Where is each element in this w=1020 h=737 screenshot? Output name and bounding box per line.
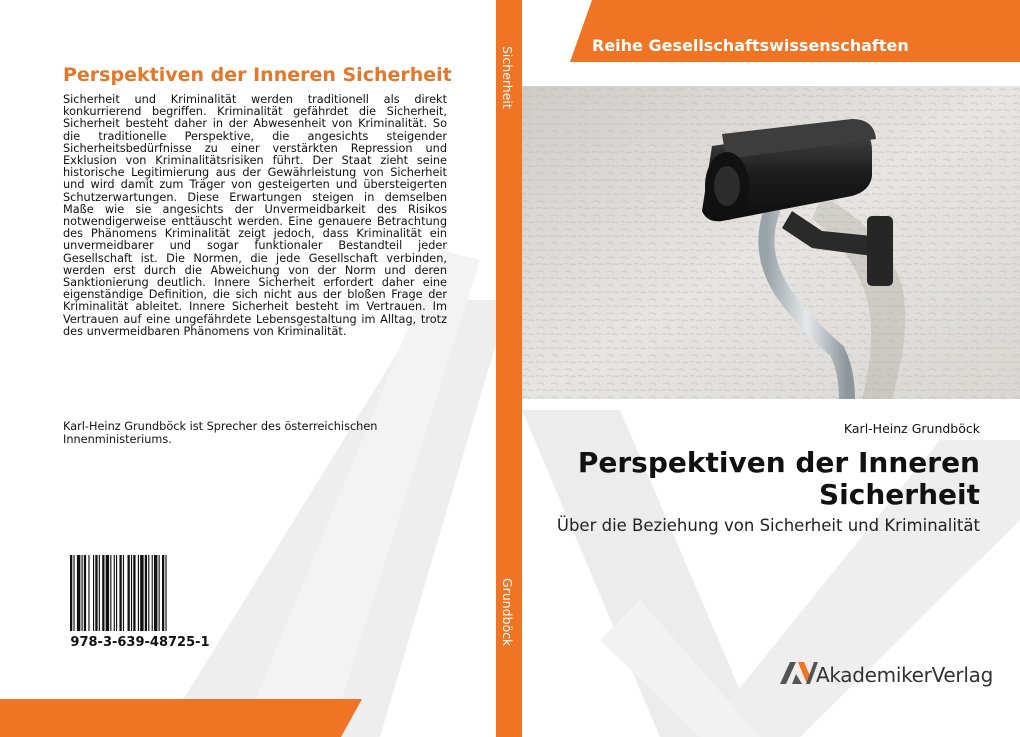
barcode-bar [154, 555, 157, 631]
barcode-bars [66, 553, 214, 633]
barcode-bar [133, 555, 135, 631]
front-cover-subtitle: Über die Beziehung von Sicherheit und Kriminalität [556, 516, 980, 535]
front-cover-author: Karl-Heinz Grundböck [843, 421, 980, 436]
back-cover-title: Perspektiven der Inneren Sicherheit [63, 64, 452, 86]
barcode-bar [93, 555, 94, 631]
barcode-bar [82, 555, 83, 631]
barcode-bar [99, 555, 100, 631]
barcode-bar [159, 555, 160, 631]
barcode-bar [102, 555, 104, 631]
barcode-bar [110, 555, 111, 631]
barcode-bar [131, 555, 132, 631]
author-bio: Karl-Heinz Grundböck ist Sprecher des österreichischen Innenministeriums. [63, 420, 378, 446]
back-bottom-band [0, 699, 362, 737]
barcode-bar [162, 555, 164, 631]
barcode-bar [140, 555, 143, 631]
barcode-bar [138, 555, 139, 631]
back-cover-blurb: Sicherheit und Kriminalität werden traditionell als direkt konkurrierend begriffen. Kriminalität gefährdet die Sicherheit, Sicherheit besteht daher in der Abwesenheit von Kriminalität. So die traditionelle Perspektive, die angesichts steigender Sicherheitsbedürfnisse zu einer verstärkten Repression und Exklusion von Kriminalitätsrisiken führt. Der Staat zieht seine historische Legitimierung aus der Gewährleistung von Sicherheit und wird damit zum Träger von gesteigerten und übersteigerten Schutzerwartungen. Diese Erwartungen steigen in demselben Maße wie sie angesichts der Unvermeidbarkeit des Risikos notwendigerweise enttäuscht werden. Eine genauere Betrachtung des Phänomens Kriminalität zeigt jedoch, dass Kriminalität ein unvermeidbarer und sogar funktionaler Bestandteil jeder Gesellschaft ist. Die Normen, die jede Gesellschaft verbinden, werden erst durch die Abweichung von der Norm und deren Sanktionierung deutlich. Innere Sicherheit erfordert daher eine eigenständige Definition, die sich nicht aus der bloßen Frage der Kriminalität ableitet. Innere Sicherheit besteht im Vertrauen. Im Vertrauen auf eine ungefährdete Lebensgestaltung im Alltag, trotz des unvermeidbaren Phänomens von Kriminalität. [63, 93, 447, 338]
barcode-bar [148, 555, 149, 631]
front-cover-title: Perspektiven der Inneren Sicherheit [577, 446, 980, 511]
barcode-bar [70, 555, 72, 631]
series-name: Reihe Gesellschaftswissenschaften [592, 36, 909, 55]
barcode-bar [77, 555, 80, 631]
barcode-bar [84, 555, 86, 631]
barcode-bar [128, 555, 130, 631]
barcode-bar [95, 555, 97, 631]
barcode-bar [88, 555, 89, 631]
barcode-bar [114, 555, 115, 631]
barcode-bar [145, 555, 147, 631]
barcode-bar [106, 555, 109, 631]
barcode-bar [116, 555, 117, 631]
barcode-bar [123, 555, 124, 631]
barcode-bar [73, 555, 74, 631]
spine-title: Sicherheit [500, 46, 515, 109]
barcode-bar [152, 555, 153, 631]
spine-author: Grundböck [500, 578, 515, 647]
camera-lens [714, 166, 740, 206]
barcode-bar [119, 555, 121, 631]
barcode-bar [165, 555, 166, 631]
isbn-number: 978-3-639-48725-1 [70, 635, 210, 650]
cover-photo-security-camera [522, 86, 1020, 399]
camera-wall-plate [867, 216, 893, 286]
publisher-name: AkademikerVerlag [816, 663, 993, 687]
security-camera-illustration [522, 86, 1020, 399]
